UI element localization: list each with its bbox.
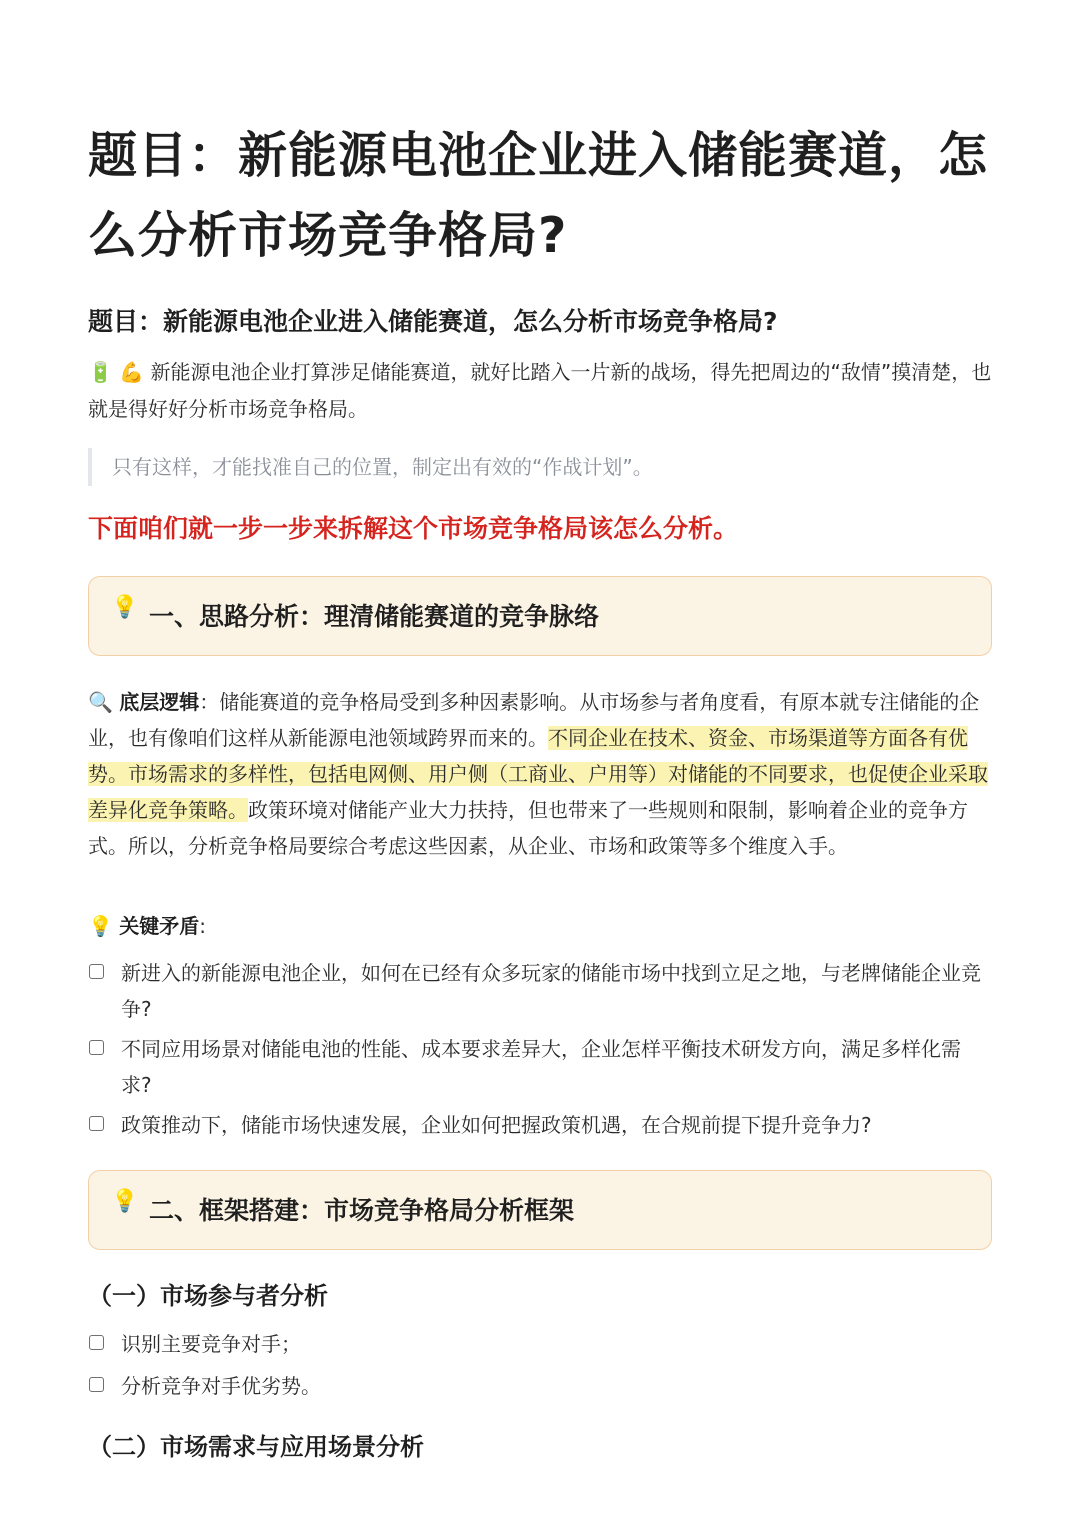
magnifier-icon: 🔍 [88,690,113,714]
lightbulb-icon: 💡 [111,595,139,620]
intro-text: 新能源电池企业打算涉足储能赛道，就好比踏入一片新的战场，得先把周边的“敌情”摸清楚，也就是得好好分析市场竞争格局。 [88,360,992,421]
todo-item [88,1031,992,1103]
todo-item [88,1107,992,1143]
highlight-statement: 下面咱们就一步一步来拆解这个市场竞争格局该怎么分析。 [88,514,739,543]
todo-text: 不同应用场景对储能电池的性能、成本要求差异大，企业怎样平衡技术研发方向，满足多样化需求? [121,1037,961,1097]
key-conflict-label: 关键矛盾 [119,914,200,938]
key-conflict-heading [88,908,992,944]
checkbox[interactable] [89,964,104,979]
key-conflict-colon: : [199,914,207,938]
section-callout-2 [88,1170,992,1250]
logic-paragraph [88,684,992,864]
intro-paragraph [88,354,992,428]
todo-item [88,1326,992,1362]
checkbox[interactable] [89,1116,104,1131]
checkbox[interactable] [89,1335,104,1350]
section-title-2: 二、框架搭建：市场竞争格局分析框架 [149,1196,575,1225]
logic-text-after: 政策环境对储能产业大力扶持，但也带来了一些规则和限制，影响着企业的竞争方式。所以，分析竞争格局要综合考虑这些因素，从企业、市场和政策等多个维度入手。 [88,798,968,858]
page-title: 题目：新能源电池企业进入储能赛道，怎么分析市场竞争格局? [88,127,989,264]
logic-text-before: ：储能赛道的竞争格局受到多种因素影响。从市场参与者角度看，有原本就专注储能的企业，也有像咱们这样从新能源电池领域跨界而来的。 [88,690,980,750]
checkbox[interactable] [89,1377,104,1392]
todo-text: 政策推动下，储能市场快速发展，企业如何把握政策机遇，在合规前提下提升竞争力? [121,1113,872,1137]
logic-highlight: 不同企业在技术、资金、市场渠道等方面各有优势。市场需求的多样性，包括电网侧、用户侧（工商业、户用等）对储能的不同要求，也促使企业采取差异化竞争策略。 [88,726,988,822]
todo-text: 识别主要竞争对手； [121,1332,301,1356]
lightbulb-icon: 💡 [111,1189,139,1214]
blockquote: 只有这样，才能找准自己的位置，制定出有效的“作战计划”。 [88,448,988,486]
section-callout-1 [88,576,992,656]
section-title-1: 一、思路分析：理清储能赛道的竞争脉络 [149,602,600,631]
todo-item [88,1368,992,1404]
todo-text: 新进入的新能源电池企业，如何在已经有众多玩家的储能市场中找到立足之地，与老牌储能企业竞争? [121,961,981,1021]
lightbulb-icon: 💡 [88,914,113,938]
logic-label: 底层逻辑 [119,690,200,714]
battery-muscle-emoji-icon: 🔋 💪 [88,360,145,384]
subtitle: 题目：新能源电池企业进入储能赛道，怎么分析市场竞争格局? [88,307,778,336]
subsection-title-2: （二）市场需求与应用场景分析 [88,1433,424,1461]
checkbox[interactable] [89,1040,104,1055]
subsection-title-1: （一）市场参与者分析 [88,1282,328,1310]
todo-text: 分析竞争对手优劣势。 [121,1374,321,1398]
todo-item [88,955,992,1027]
